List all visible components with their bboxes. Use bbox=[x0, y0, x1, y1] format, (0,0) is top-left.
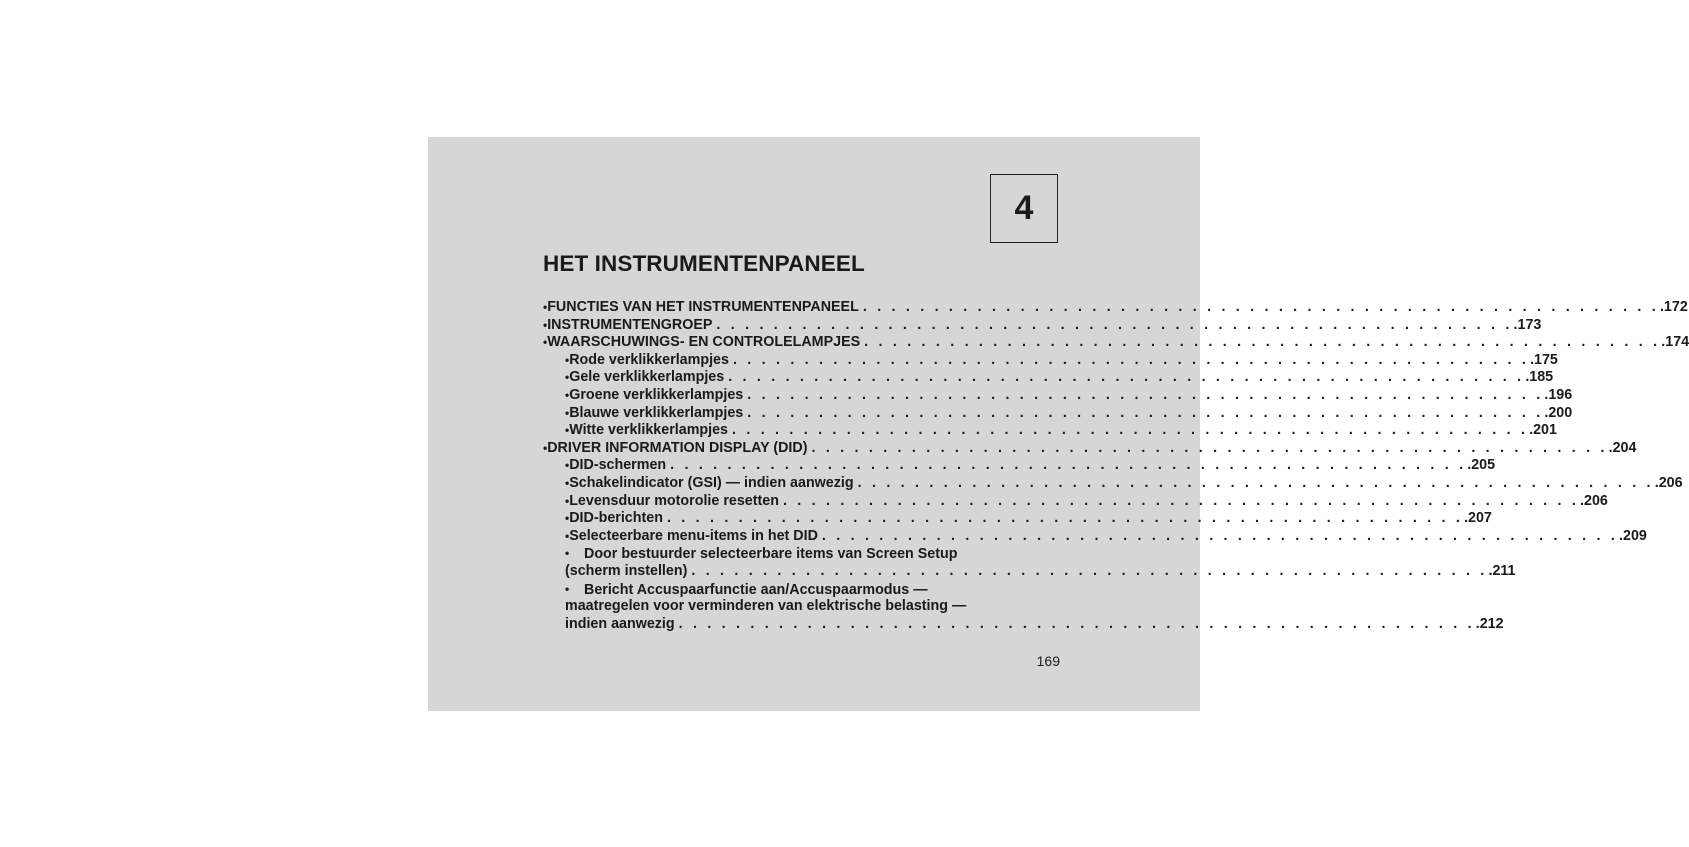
bullet-icon: • bbox=[543, 440, 548, 455]
toc-entry-line bbox=[543, 545, 1060, 563]
dot-leader: . . . . . . . . . . . . . . . . . . . . . . . . . . . . . . . . . . . . . . . . . . . . . . . . . . . . . . . . bbox=[782, 492, 1580, 509]
bullet-icon: • bbox=[565, 423, 570, 438]
toc-entry-page: .212 bbox=[1475, 615, 1504, 632]
toc-entry-label: Blauwe verklikkerlampjes bbox=[569, 404, 744, 421]
bullet-icon: • bbox=[565, 528, 570, 543]
toc-entry-page: .200 bbox=[1544, 404, 1573, 421]
bullet-icon: • bbox=[565, 370, 570, 385]
dot-leader: . . . . . . . . . . . . . . . . . . . . . . . . . . . . . . . . . . . . . . . . . . . . . . . . . . . . . . . . bbox=[811, 439, 1608, 456]
toc-entry-page: .209 bbox=[1619, 527, 1647, 544]
toc-entry-page: .204 bbox=[1608, 439, 1637, 456]
toc-entry-label: Door bestuurder selecteerbare items van Screen Setup bbox=[584, 546, 958, 563]
bullet-icon: • bbox=[565, 493, 570, 508]
toc-entry-label: WAARSCHUWINGS- EN CONTROLELAMPJES bbox=[547, 334, 861, 351]
toc-entry[interactable] bbox=[543, 615, 1504, 634]
dot-leader: . . . . . . . . . . . . . . . . . . . . . . . . . . . . . . . . . . . . . . . . . . . . . . . . . . . . . . . . bbox=[862, 299, 1659, 315]
toc-entry[interactable] bbox=[543, 334, 1689, 352]
toc-entry-label: indien aanwezig bbox=[565, 615, 675, 632]
toc-entry[interactable] bbox=[543, 457, 1496, 475]
chapter-title: HET INSTRUMENTENPANEEL bbox=[543, 251, 865, 276]
document-page bbox=[428, 137, 1689, 711]
dot-leader: . . . . . . . . . . . . . . . . . . . . . . . . . . . . . . . . . . . . . . . . . . . . . . . . . . . . . . . . bbox=[732, 351, 1530, 368]
toc-entry[interactable] bbox=[543, 422, 1557, 440]
toc-entry-page: .206 bbox=[1580, 492, 1608, 509]
toc-entry-label: Bericht Accuspaarfunctie aan/Accuspaarmodus — bbox=[584, 581, 928, 598]
toc-entry-line bbox=[543, 581, 1060, 599]
bullet-icon: • bbox=[565, 387, 570, 402]
toc-entry[interactable] bbox=[543, 492, 1608, 511]
bullet-icon: • bbox=[565, 581, 570, 596]
toc-entry-page: .172 bbox=[1659, 299, 1688, 315]
toc-entry-label: Gele verklikkerlampjes bbox=[569, 369, 725, 386]
bullet-icon: • bbox=[565, 475, 570, 490]
table-of-contents bbox=[543, 299, 1689, 633]
dot-leader: . . . . . . . . . . . . . . . . . . . . . . . . . . . . . . . . . . . . . . . . . . . . . . . . . . . . . . . . bbox=[691, 562, 1488, 579]
toc-entry[interactable] bbox=[543, 404, 1573, 423]
bullet-icon: • bbox=[543, 317, 548, 332]
toc-entry-label: maatregelen voor verminderen van elektrische belasting — bbox=[565, 598, 967, 615]
toc-entry-label: Schakelindicator (GSI) — indien aanwezig bbox=[569, 474, 854, 491]
toc-entry-label: DRIVER INFORMATION DISPLAY (DID) bbox=[547, 439, 808, 456]
dot-leader: . . . . . . . . . . . . . . . . . . . . . . . . . . . . . . . . . . . . . . . . . . . . . . . . . . . . . . . . bbox=[857, 474, 1654, 491]
toc-entry[interactable] bbox=[543, 562, 1516, 581]
toc-entry-label: Witte verklikkerlampjes bbox=[569, 422, 729, 439]
dot-leader: . . . . . . . . . . . . . . . . . . . . . . . . . . . . . . . . . . . . . . . . . . . . . . . . . . . . . . . . bbox=[732, 422, 1529, 439]
bullet-icon: • bbox=[543, 300, 548, 314]
toc-entry-label: FUNCTIES VAN HET INSTRUMENTENPANEEL bbox=[547, 299, 859, 315]
toc-entry[interactable] bbox=[543, 474, 1683, 493]
toc-entry[interactable] bbox=[543, 510, 1492, 528]
toc-entry-page: .205 bbox=[1467, 457, 1496, 474]
chapter-number: 4 bbox=[1014, 189, 1034, 227]
toc-entry[interactable] bbox=[543, 386, 1573, 405]
bullet-icon: • bbox=[565, 546, 570, 561]
toc-entry[interactable] bbox=[543, 369, 1554, 387]
chapter-number-box bbox=[990, 174, 1058, 243]
dot-leader: . . . . . . . . . . . . . . . . . . . . . . . . . . . . . . . . . . . . . . . . . . . . . . . . . . . . . . . . bbox=[747, 386, 1544, 403]
toc-entry[interactable] bbox=[543, 351, 1558, 370]
toc-entry[interactable] bbox=[543, 299, 1688, 317]
dot-leader: . . . . . . . . . . . . . . . . . . . . . . . . . . . . . . . . . . . . . . . . . . . . . . . . . . . . . . . . bbox=[666, 510, 1464, 527]
bullet-icon: • bbox=[565, 511, 570, 526]
bullet-icon: • bbox=[565, 352, 570, 367]
toc-entry-page: .206 bbox=[1654, 474, 1683, 491]
toc-entry[interactable] bbox=[543, 316, 1542, 335]
dot-leader: . . . . . . . . . . . . . . . . . . . . . . . . . . . . . . . . . . . . . . . . . . . . . . . . . . . . . . . . bbox=[747, 404, 1544, 421]
bullet-icon: • bbox=[565, 458, 570, 473]
toc-entry-page: .211 bbox=[1488, 562, 1516, 579]
toc-entry-label: DID-schermen bbox=[569, 457, 667, 474]
toc-entry-line bbox=[543, 598, 1060, 616]
toc-entry-page: .174 bbox=[1661, 334, 1689, 351]
toc-entry[interactable] bbox=[543, 527, 1647, 546]
dot-leader: . . . . . . . . . . . . . . . . . . . . . . . . . . . . . . . . . . . . . . . . . . . . . . . . . . . . . . . . bbox=[716, 316, 1513, 333]
toc-entry-page: .207 bbox=[1464, 510, 1492, 527]
toc-entry[interactable] bbox=[543, 439, 1637, 458]
toc-entry-label: DID-berichten bbox=[569, 510, 663, 527]
bullet-icon: • bbox=[565, 405, 570, 420]
dot-leader: . . . . . . . . . . . . . . . . . . . . . . . . . . . . . . . . . . . . . . . . . . . . . . . . . . . . . . . . bbox=[670, 457, 1467, 474]
dot-leader: . . . . . . . . . . . . . . . . . . . . . . . . . . . . . . . . . . . . . . . . . . . . . . . . . . . . . . . . bbox=[678, 615, 1475, 632]
toc-entry-page: .173 bbox=[1513, 316, 1542, 333]
toc-entry-page: .175 bbox=[1530, 351, 1558, 368]
toc-entry-label: INSTRUMENTENGROEP bbox=[547, 316, 713, 333]
dot-leader: . . . . . . . . . . . . . . . . . . . . . . . . . . . . . . . . . . . . . . . . . . . . . . . . . . . . . . . . bbox=[864, 334, 1661, 351]
toc-entry-label: Levensduur motorolie resetten bbox=[569, 492, 779, 509]
bullet-icon: • bbox=[543, 335, 548, 350]
dot-leader: . . . . . . . . . . . . . . . . . . . . . . . . . . . . . . . . . . . . . . . . . . . . . . . . . . . . . . . . bbox=[821, 527, 1619, 544]
toc-entry-label: Groene verklikkerlampjes bbox=[569, 386, 744, 403]
toc-entry-page: .196 bbox=[1544, 386, 1573, 403]
toc-entry-label: Rode verklikkerlampjes bbox=[569, 351, 729, 368]
page-number: 169 bbox=[1036, 653, 1060, 669]
toc-entry-page: .201 bbox=[1529, 422, 1557, 439]
toc-entry-label: Selecteerbare menu-items in het DID bbox=[569, 527, 818, 544]
toc-entry-label: (scherm instellen) bbox=[565, 562, 688, 579]
dot-leader: . . . . . . . . . . . . . . . . . . . . . . . . . . . . . . . . . . . . . . . . . . . . . . . . . . . . . . . . bbox=[728, 369, 1525, 386]
toc-entry-page: .185 bbox=[1525, 369, 1554, 386]
